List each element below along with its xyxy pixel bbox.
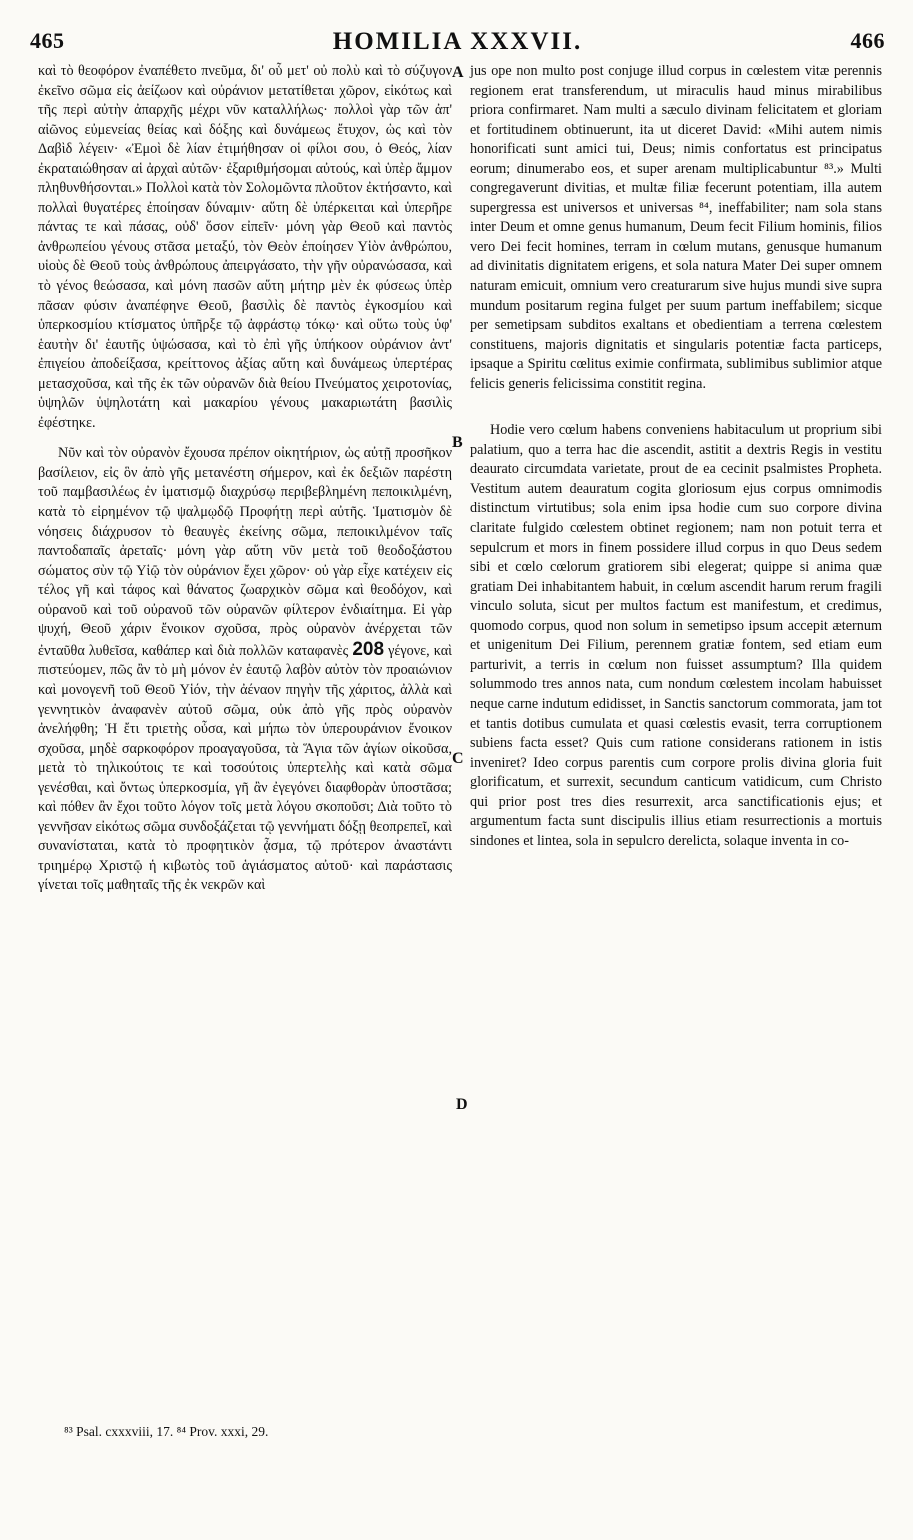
latin-paragraph-1: jus ope non multo post conjuge illud corpus in cœlestem vitæ perennis regionem erat transferendum, ut miraculis haud minus mirabilibus priora confirmaret. Nam multi a sæculo divinam felicitatem et gloriam et fortitudinem obtinuerunt, ita ut diceret David: «Mihi autem nimis honorificati sunt amici tui, Deus; nimis confortatus est principatus eorum; dinumerabo eos, et super arenam multiplicabuntur ⁸³.» Multi congregaverunt divitias, et multæ filiæ fecerunt potentiam, illa autem supergressa est universos et universas ⁸⁴, ineffabiliter; nam sola stans inter Deum et omne genus humanum, Deum fecit Filium hominis, filios vero Dei fecit homines, terram in cœlum mutans, genusque humanum ad divinitatis dignitatem erigens, et sola natura Mater Dei super omnem naturam emicuit, omnium vero creaturarum sive hujus mundi sive supra mundum positarum regina fulget per suum partum ineffabilem; sicque per semetipsam subditos exaltans et obedientiam a terrena cœlestem constituens, majoris dignitatis et singularis potentiæ facta particeps, ipsaque a Spiritu cœlitus eximie confirmata, sublimibus sublimior atque felicis generis felicissima constitit regina.	[470, 63, 882, 392]
page-number-right: 466	[850, 28, 885, 53]
margin-letter-b: B	[452, 434, 463, 451]
margin-letter-a: A	[452, 64, 464, 81]
latin-column	[470, 62, 882, 851]
running-title: HOMILIA XXXVII.	[332, 28, 583, 55]
page-header	[30, 28, 885, 58]
page-number-left: 465	[30, 28, 65, 53]
footnote: ⁸³ Psal. cxxxviii, 17. ⁸⁴ Prov. xxxi, 29.	[64, 1424, 269, 1439]
greek-paragraph-1: καὶ τὸ θεοφόρον ἐναπέθετο πνεῦμα, δι' οὗ μετ' οὐ πολὺ καὶ τὸ σύζυγον ἐκεῖνο σῶμα εἰς ἀείζωον καὶ οὐράνιον μετατίθεται χῶρον, εἰκότως καὶ τῆς περὶ αὐτὴν ἀπαρχῆς μέχρι νῦν καταλλήλως· πολλοὶ γὰρ τῶν ἀπ' αἰῶνος εὐμενείας θείας καὶ δόξης καὶ δυνάμεως ἔτυχον, ὡς καὶ τὸν Δαβὶδ λέγειν· «Ἐμοὶ δὲ λίαν ἐτιμήθησαν οἱ φίλοι σου, ὁ Θεός, λίαν ἐκραταιώθησαν αἱ ἀρχαὶ αὐτῶν· ἐξαριθμήσομαι αὐτούς, καὶ ὑπὲρ ἄμμον πληθυνθήσονται.» Πολλοὶ κατὰ τὸν Σολομῶντα πλοῦτον ἐκτήσαντο, καὶ πολλαὶ θυγατέρες ἐποίησαν δύναμιν· αὕτη δὲ ὑπέρκειται καὶ ὑπερῆρε πάντας τε καὶ πάσας, οὐδ' ὅσον εἰπεῖν· μόνη γὰρ Θεοῦ καὶ παντὸς ἀνθρωπείου γένους στᾶσα μεταξύ, τὸν Θεὸν ἐποίησεν Υἱὸν ἀνθρώπου, υἱοὺς δὲ Θεοῦ τοὺς ἀνθρώπους ἀπειργάσατο, τὴν γῆν οὐρανώσασα, καὶ τὸ γένος θεώσασα, καὶ μόνη πασῶν αὕτη μήτηρ μὲν ἐκ φύσεως ὑπὲρ πᾶσαν φύσιν ἀναπέφηνε Θεοῦ, βασιλὶς δὲ παντὸς ἐγκοσμίου καὶ ὑπερκοσμίου κτίσματος ὑπῆρξε τῷ ἀφράστῳ τόκῳ· καὶ οὕτω τοὺς ὑφ' ἑαυτὴν δι' ἑαυτῆς ὑψώσασα, καὶ τὸ ἐπὶ γῆς ὑπήκοον οὐράνιον ἀντ' ἐπιγείου ἀποδείξασα, κρείττονος ἀξίας αὕτη καὶ δυνάμεως ὑπερτέρας μετασχοῦσα, καὶ τῆς ἐκ τῶν οὐρανῶν διὰ θείου Πνεύματος χειροτονίας, ὑψηλῶν ὑψηλοτάτη καὶ μακαρίου γένους μακαριωτάτη βασιλὶς ἐφέστηκε.	[38, 63, 452, 431]
margin-letter-c: C	[452, 750, 464, 767]
greek-paragraph-2-part-a: Νῦν καὶ τὸν οὐρανὸν ἔχουσα πρέπον οἰκητήριον, ὡς αὐτῇ προσῆκον βασίλειον, εἰς ὃν ἀπὸ γῆς μετανέστη σήμερον, καὶ ἐκ δεξιῶν παρέστη τοῦ παμβασιλέως ἐν ἱματισμῷ διαχρύσῳ περιβεβλημένη πεποικιλμένη, κατὰ τὸ εἰρημένον τῷ ψαλμῳδῷ Προφήτῃ περὶ αὐτῆς. Ἱματισμὸν δὲ νόησεις διάχρυσον τὸ θεαυγὲς ἐκείνης σῶμα, πεποικιλμένον ταῖς παντοδαπαῖς ἀρεταῖς· μόνη γὰρ αὕτη νῦν μετὰ τοῦ θεοδοξάστου σώματος σὺν τῷ Υἱῷ τὸν οὐράνιον ἔχει χῶρον· οὐ γὰρ εἶχε κατέχειν εἰς τέλος γῆ καὶ τάφος καὶ θάνατος ζωαρχικὸν σῶμα καὶ θεοδόχον, καὶ οὐρανοῦ καὶ τοῦ οὐρανοῦ τῶν οὐρανῶν φίλτερον ἐνδιαίτημα. Εἰ γὰρ ψυχή, Θεοῦ χάριν ἔνοικον σχοῦσα, πρὸς οὐρανὸν ἀνέρχεται τῶν ἐνταῦθα λυθεῖσα, καθάπερ καὶ διὰ πολλῶν καταφανὲς	[38, 445, 452, 659]
greek-column	[38, 62, 452, 896]
margin-letter-d: D	[456, 1096, 468, 1113]
column-number-emblem: 208	[352, 638, 385, 660]
latin-paragraph-2: Hodie vero cœlum habens conveniens habitaculum ut proprium sibi palatium, quo a terra hac die ascendit, astitit a dextris Regis in vestitu deaurato circumdata varietate, prout de ea cecinit psalmistes Propheta. Vestitum autem deauratum cogita gloriosum ejus corpus omnimodis distinctum virtutibus; sola enim ipsa hodie cum suo corpore divina claritate fulgido cœlestem obtinet regionem; nam non potuit terra et sepulcrum et mors in finem possidere illud corpus in quo Deus sedem sibi et cœlo cœlorum gratiorem sibi elegerat; quippe si anima quæ gratiam Dei inhabitantem habuit, in cœlum ascendit harum rerum fragili vinculo soluta, sicut per multos factum est manifestum, et credimus, quomodo corpus, quod non solum in semetipso ipsum accepit æternum et unigenitum Dei Filium, perennem gratiæ fontem, sed etiam eum parturivit, a terris in cœlum non fuisset assumptum? Illa quidem solummodo tres annos nata, cum nondum cœlestem incolam habuisset neque carne indutum edidisset, in Sanctis sanctorum commorata, jam tot et tantis dotibus cumulata et quasi cœlestis evasit, terra corruptionem subiens facta esset? Quis cum ratione considerans rationem in istis inveniret? Ideo corpus parentis cum corpore prolis divina gloria fuit glorificatum, et surrexit, secundum canticum vatidicum, cum Christo qui prior post tres dies resurrexit, arca sanctificationis ejus; et argumentum facta sunt discipulis illius etiam resurrectionis a mortuis sindones et lintea, sola in sepulcro derelicta, solaque inventa in co-	[470, 422, 882, 849]
greek-paragraph-2	[38, 444, 452, 896]
greek-paragraph-2-part-b: γέγονε, καὶ πιστεύομεν, πῶς ἂν τὸ μὴ μόνον ἐν ἑαυτῷ λαβὸν αὐτὸν τὸν προαιώνιον καὶ μονογενῆ τοῦ Θεοῦ Υἱόν, τὴν ἀέναον πηγὴν τῆς χάριτος, ἀλλὰ καὶ γεννητικὸν ἀναφανὲν αὐτοῦ σῶμα, οὐκ ἀπὸ γῆς πρὸς οὐρανὸν ἀνελήφθη; Ἡ ἔτι τριετὴς οὖσα, καὶ μήπω τὸν ὑπερουράνιον ἔνοικον σχοῦσα, μηδὲ σαρκοφόρον προαγαγοῦσα, τὰ Ἅγια τῶν ἁγίων οἰκοῦσα, μετὰ τὸ τηλικούτοις τε καὶ τοσούτοις ὑπερτελὴς καὶ κατὰ σῶμα γενέσθαι, καὶ ὄντως ὑπερκοσμία, γῆ ἂν ἐγεγόνει διαφθορὰν ὑποστᾶσα; καὶ πόθεν ἂν ἔχοι τοῦτο λόγον τοῖς μετὰ λόγου σκοποῦσι; Διὰ τοῦτο τὸ γεννῆσαν εἰκότως σῶμα συνδοξάζεται τῷ γεννήματι δόξῃ θεοπρεπεῖ, καὶ συνανίσταται, κατὰ τὸ προφητικὸν ᾆσμα, τῷ πρότερον ἀναστάντι τριημέρῳ Χριστῷ ἡ κιβωτὸς τοῦ ἁγιάσματος αὐτοῦ· καὶ παράστασις γίνεται τοῖς μαθηταῖς τῆς ἐκ νεκρῶν καὶ	[38, 642, 452, 894]
